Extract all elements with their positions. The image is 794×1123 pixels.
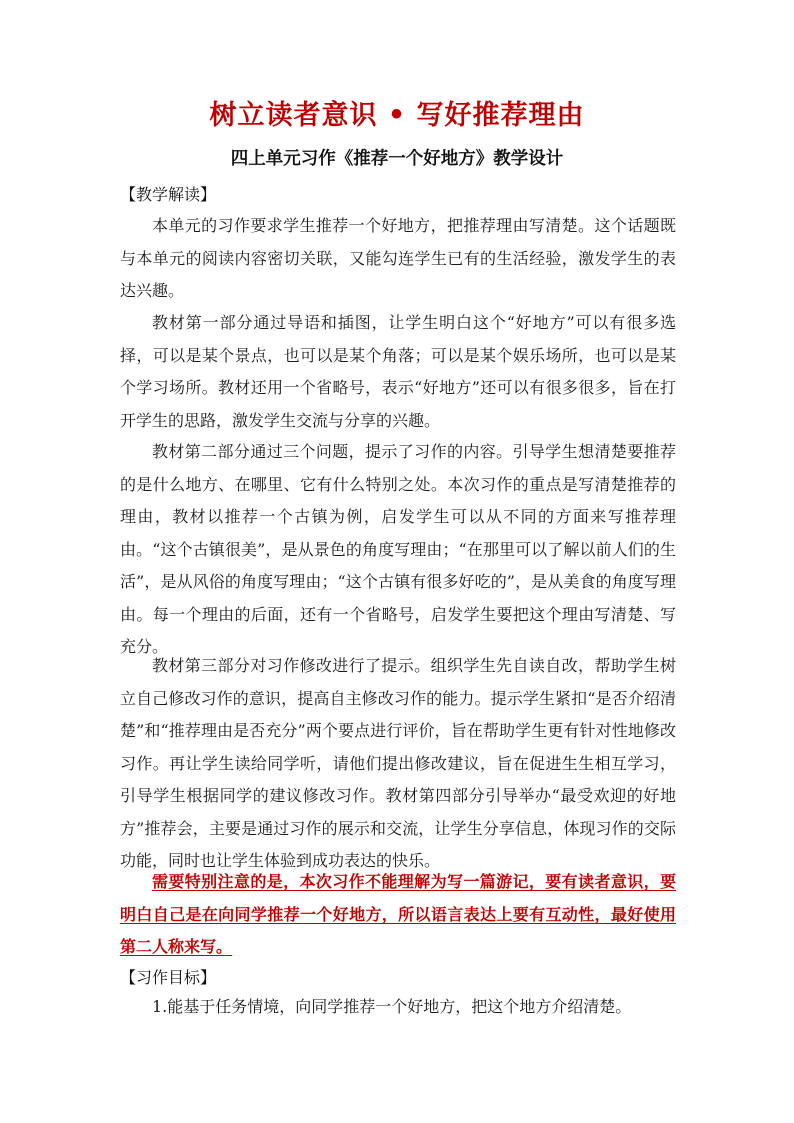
- goal-item: 1.能基于任务情境，向同学推荐一个好地方，把这个地方介绍清楚。: [152, 997, 632, 1016]
- paragraph-intro: 本单元的习作要求学生推荐一个好地方，把推荐理由写清楚。这个话题既与本单元的阅读内容密切关联，又能勾连学生已有的生活经验，激发学生的表达兴趣。: [120, 216, 676, 300]
- document-title: 树立读者意识 • 写好推荐理由: [209, 100, 585, 131]
- section-heading-goals: 【习作目标】: [120, 968, 217, 987]
- emphasis-paragraph: 需要特别注意的是，本次习作不能理解为写一篇游记，要有读者意识，要明白自己是在向同学推荐一个好地方，所以语言表达上要有互动性，最好使用第二人称来写。: [120, 872, 676, 956]
- document-subtitle: 四上单元习作《推荐一个好地方》教学设计: [230, 149, 564, 169]
- section-heading-interpretation: 【教学解读】: [120, 185, 217, 204]
- paragraph-part-one: 教材第一部分通过导语和插图，让学生明白这个“好地方”可以有很多选择，可以是某个景点，也可以是某个角落；可以是某个娱乐场所，也可以是某个学习场所。教材还用一个省略号，表示“好地方”还可以有很多很多，旨在打开学生的思路，激发学生交流与分享的兴趣。: [120, 313, 676, 430]
- paragraph-part-three-four: 教材第三部分对习作修改进行了提示。组织学生先自读自改，帮助学生树立自己修改习作的意识，提高自主修改习作的能力。提示学生紧扣“是否介绍清楚”和“推荐理由是否充分”两个要点进行评价，旨在帮助学生更有针对性地修改习作。再让学生读给同学听，请他们提出修改建议，旨在促进生生相互学习，引导学生根据同学的建议修改习作。教材第四部分引导举办“最受欢迎的好地方”推荐会，主要是通过习作的展示和交流，让学生分享信息，体现习作的交际功能，同时也让学生体验到成功表达的快乐。: [120, 656, 676, 870]
- paragraph-part-two: 教材第二部分通过三个问题，提示了习作的内容。引导学生想清楚要推荐的是什么地方、在哪里、它有什么特别之处。本次习作的重点是写清楚推荐的理由，教材以推荐一个古镇为例，启发学生可以从不同的方面来写推荐理由。“这个古镇很美”，是从景色的角度写理由；“在那里可以了解以前人们的生活”，是从风俗的角度写理由；“这个古镇有很多好吃的”，是从美食的角度写理由。每一个理由的后面，还有一个省略号，启发学生要把这个理由写清楚、写充分。: [120, 442, 676, 656]
